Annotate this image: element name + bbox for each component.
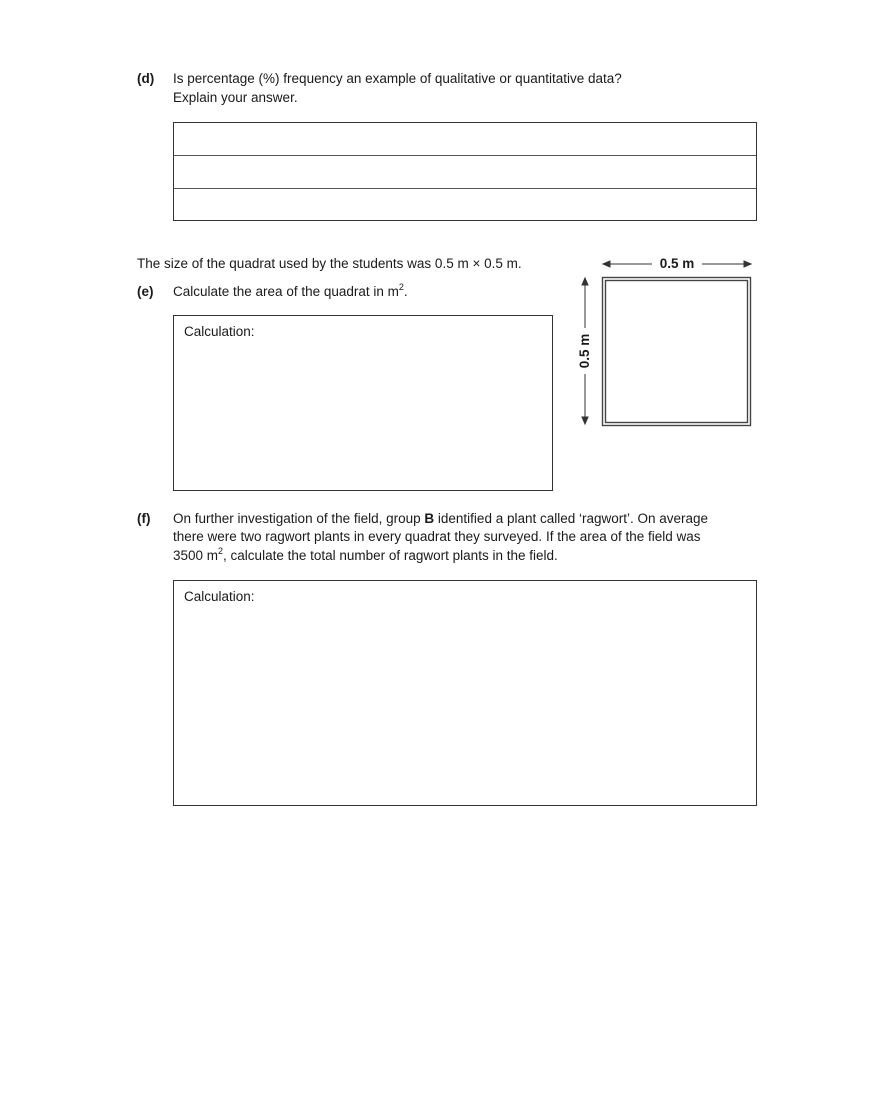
answer-box-d[interactable] — [173, 122, 757, 221]
calculation-box-f[interactable] — [173, 580, 757, 806]
question-e-text-main: Calculate the area of the quadrat in m — [173, 284, 399, 299]
answer-line — [174, 155, 756, 156]
quadrat-width-label: 0.5 m — [659, 256, 695, 271]
question-d-text-line1: Is percentage (%) frequency an example of qualitative or quantitative data? — [173, 71, 622, 86]
question-e-label: (e) — [137, 284, 154, 299]
question-e-text — [173, 283, 408, 301]
calculation-box-e[interactable] — [173, 315, 553, 491]
question-f-text: On further investigation of the field, group — [173, 511, 425, 526]
quadrat-height-label: 0.5 m — [577, 333, 592, 369]
question-f-text-line3 — [173, 547, 558, 565]
field-area: 3500 m — [173, 548, 219, 563]
question-e-text-end: . — [403, 284, 408, 299]
quadrat-square-outer — [603, 278, 751, 426]
question-f-text: identified a plant called ‘ragwort’. On average — [434, 511, 709, 526]
quadrat-square-inner — [606, 281, 748, 423]
question-f-text: , calculate the total number of ragwort plants in the field. — [223, 548, 558, 563]
answer-line — [174, 188, 756, 189]
superscript: 2 — [218, 545, 224, 556]
quadrat-diagram — [570, 250, 770, 435]
question-d-text-line2: Explain your answer. — [173, 90, 298, 105]
question-d-label: (d) — [137, 71, 155, 86]
quadrat-size-statement: The size of the quadrat used by the students was 0.5 m × 0.5 m. — [137, 256, 522, 271]
question-f-label: (f) — [137, 511, 151, 526]
calculation-label: Calculation: — [184, 589, 255, 604]
superscript: 2 — [398, 281, 404, 292]
question-f-text-line2: there were two ragwort plants in every quadrat they surveyed. If the area of the field was — [173, 529, 701, 544]
calculation-label: Calculation: — [184, 324, 255, 339]
group-b-label: B — [424, 511, 435, 526]
question-f-text-line1 — [173, 510, 708, 528]
